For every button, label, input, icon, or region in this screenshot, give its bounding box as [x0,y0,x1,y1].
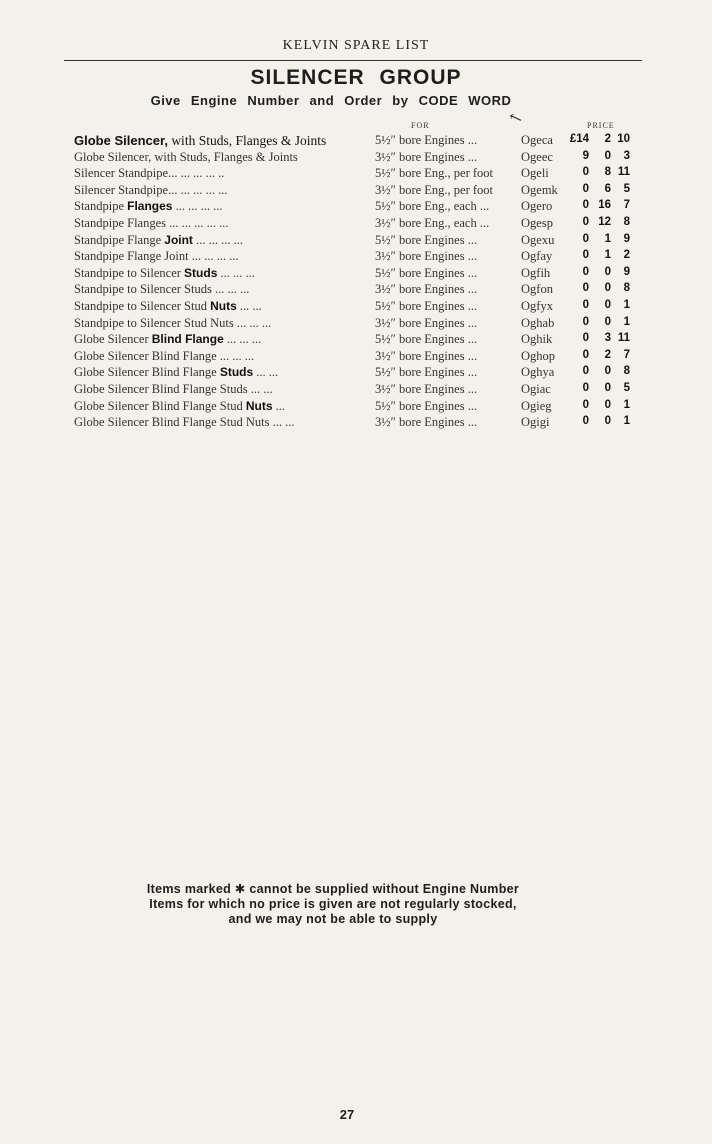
price-pounds: 0 [582,315,589,328]
column-header-for: FOR [411,121,430,130]
part-description-text: Globe Silencer Blind Flange Stud [74,398,246,413]
code-word: Ogesp [521,215,553,230]
engine-size: 5½″ bore Engines ... [375,265,478,280]
engine-size: 5½″ bore Engines ... [375,332,478,347]
header-rule [64,60,642,61]
price-pounds: 0 [582,381,589,394]
price-pence: 7 [623,199,630,212]
code-word: Ogfon [521,282,553,297]
code-word: Ogexu [521,232,555,247]
part-description [74,349,364,364]
engine-size: 3½″ bore Engines ... [375,282,478,297]
price-pence: 3 [623,149,630,162]
footnote-line: and we may not be able to supply [228,912,438,926]
table-row [0,232,712,249]
footnote-line: Items for which no price is given are not regularly stocked, [149,897,517,911]
part-description-leader: ... ... ... ... [192,232,243,247]
price-pounds: 0 [582,415,589,428]
price-shillings: 0 [604,149,611,162]
running-head: KELVIN SPARE LIST [282,38,430,53]
engine-size: 5½″ bore Engines ... [375,298,478,313]
part-description-leader: ... [272,398,286,413]
table-row [0,298,712,315]
price-shillings: 0 [604,365,611,378]
code-word: Ogero [521,199,553,214]
price-shillings: 0 [604,282,611,295]
code-word: Oghop [521,348,556,363]
part-description [74,365,364,380]
table-row [0,265,712,282]
price-shillings: 2 [604,133,611,145]
part-description-leader: ... ... ... ... [172,199,223,214]
part-description-text: Silencer Standpipe... ... ... ... ... [74,182,228,197]
part-description-emphasis: Nuts [210,298,237,313]
part-description-leader: ... ... ... [223,332,262,347]
table-row [0,215,712,232]
part-description [74,266,364,281]
table-row [0,348,712,365]
part-description [74,299,364,314]
part-description [74,399,364,414]
part-description [74,332,364,347]
part-description [74,183,364,198]
part-description [74,133,364,149]
table-row [0,182,712,199]
price-shillings: 12 [598,215,611,228]
engine-size: 3½″ bore Eng., each ... [375,215,490,230]
price-shillings: 16 [598,199,611,212]
section-subtitle: Give Engine Number and Order by CODE WORD [150,93,512,108]
part-description-text: Standpipe [74,199,128,214]
engine-size: 5½″ bore Engines ... [375,133,478,147]
price-shillings: 2 [604,348,611,361]
price-shillings: 0 [604,381,611,394]
code-word: Ogigi [521,415,550,430]
part-description [74,233,364,248]
part-description-emphasis: Flanges [127,199,173,214]
page-number: 27 [339,1107,355,1122]
price-pence: 5 [623,381,630,394]
part-description-leader: ... ... [253,365,279,380]
price-pounds: 0 [582,249,589,262]
engine-size: 3½″ bore Engines ... [375,249,478,264]
part-description-text: Standpipe to Silencer Studs ... ... ... [74,282,250,297]
price-shillings: 1 [604,249,611,262]
price-shillings: 0 [604,415,611,428]
engine-size: 3½″ bore Engines ... [375,348,478,363]
price-pounds: 0 [582,332,589,345]
price-pence: 7 [623,348,630,361]
price-pence: 1 [623,298,630,311]
table-row [0,248,712,265]
part-description [74,166,364,181]
part-description [74,150,364,165]
code-word: Ogeca [521,133,553,147]
pencil-tick-mark: ↖ [506,108,526,129]
code-word: Ogfyx [521,298,553,313]
table-row [0,331,712,348]
part-description-emphasis: Studs [219,365,254,380]
price-pounds: 0 [582,282,589,295]
part-description-text: Standpipe to Silencer Stud [74,298,211,313]
engine-size: 3½″ bore Engines ... [375,315,478,330]
table-row [0,315,712,332]
price-pence: 1 [623,398,630,411]
price-shillings: 0 [604,265,611,278]
part-description-text: Globe Silencer Blind Flange ... ... ... [74,348,255,363]
price-pounds: 0 [582,348,589,361]
price-pounds: 0 [582,215,589,228]
footnotes [0,882,666,927]
part-description [74,382,364,397]
price-pounds: 0 [582,365,589,378]
price-pounds: 0 [582,166,589,179]
price-pence: 2 [623,249,630,262]
part-description-text: Globe Silencer Blind Flange Stud Nuts ... ... [74,415,295,430]
code-word: Ogiac [521,381,551,396]
price-pence: 11 [617,332,630,345]
code-word: Ogemk [521,182,558,197]
part-description-text: Globe Silencer, with Studs, Flanges & Joints [74,149,298,164]
table-row [0,398,712,415]
price-pounds: 0 [582,182,589,195]
part-description-emphasis: Studs [184,265,218,280]
price-pounds: 0 [582,265,589,278]
price-pounds: 0 [582,199,589,212]
part-description-leader: with Studs, Flanges & Joints [167,133,327,148]
part-description-text: Globe Silencer Blind Flange [74,365,220,380]
table-row [0,281,712,298]
engine-size: 5½″ bore Engines ... [375,232,478,247]
price-shillings: 1 [604,232,611,245]
table-row [0,364,712,381]
price-pence: 9 [623,232,630,245]
table-row [0,132,712,149]
price-pounds: 0 [582,232,589,245]
part-description-text: Standpipe Flange Joint ... ... ... ... [74,249,239,264]
table-row [0,198,712,215]
price-shillings: 8 [604,166,611,179]
engine-size: 5½″ bore Engines ... [375,365,478,380]
engine-size: 5½″ bore Eng., each ... [375,199,490,214]
part-description-text: Standpipe Flanges ... ... ... ... ... [74,215,229,230]
price-pence: 5 [623,182,630,195]
part-description-text: Standpipe Flange [74,232,165,247]
engine-size: 5½″ bore Eng., per foot [375,166,494,181]
part-description [74,415,364,430]
part-description-emphasis: Blind Flange [151,332,224,347]
price-shillings: 6 [604,182,611,195]
price-pence: 11 [617,166,630,179]
code-word: Ogeli [521,166,549,181]
engine-size: 3½″ bore Engines ... [375,381,478,396]
price-shillings: 0 [604,298,611,311]
engine-size: 3½″ bore Engines ... [375,149,478,164]
price-pounds: 9 [582,149,589,162]
price-shillings: 0 [604,315,611,328]
table-row [0,381,712,398]
price-pence: 1 [623,415,630,428]
code-word: Ogieg [521,398,552,413]
part-description-text: Standpipe to Silencer [74,265,185,280]
code-word: Oghik [521,332,553,347]
part-description [74,216,364,231]
parts-table [0,132,712,431]
price-shillings: 0 [604,398,611,411]
part-description [74,316,364,331]
part-description-emphasis: Globe Silencer, [74,133,168,148]
price-shillings: 3 [604,332,611,345]
price-pounds: 0 [582,298,589,311]
engine-size: 3½″ bore Engines ... [375,415,478,430]
section-title: SILENCER GROUP [250,66,462,89]
price-pounds: 0 [582,398,589,411]
part-description-emphasis: Nuts [245,398,273,413]
price-pounds: £14 [569,133,589,145]
part-description [74,249,364,264]
part-description [74,199,364,214]
price-pence: 1 [623,315,630,328]
part-description-text: Standpipe to Silencer Stud Nuts ... ... ... [74,315,272,330]
table-row [0,414,712,431]
table-row [0,165,712,182]
code-word: Oghab [521,315,555,330]
footnote-line: Items marked ✱ cannot be supplied without Engine Number [146,882,520,896]
code-word: Oghya [521,365,555,380]
code-word: Ogeec [521,149,553,164]
code-word: Ogfih [521,265,551,280]
column-header-price: PRICE [587,121,615,130]
price-pence: 8 [623,215,630,228]
part-description-text: Silencer Standpipe... ... ... ... .. [74,166,225,181]
part-description-text: Globe Silencer Blind Flange Studs ... ... [74,381,273,396]
price-pence: 8 [623,282,630,295]
part-description-leader: ... ... ... [217,265,255,280]
price-pence: 9 [623,265,630,278]
code-word: Ogfay [521,249,553,264]
price-pence: 10 [617,133,630,145]
part-description [74,282,364,297]
part-description-text: Globe Silencer [74,332,152,347]
table-row [0,149,712,166]
part-description-emphasis: Joint [164,232,193,247]
engine-size: 3½″ bore Eng., per foot [375,182,494,197]
price-pence: 8 [623,365,630,378]
engine-size: 5½″ bore Engines ... [375,398,478,413]
part-description-leader: ... ... [236,298,262,313]
